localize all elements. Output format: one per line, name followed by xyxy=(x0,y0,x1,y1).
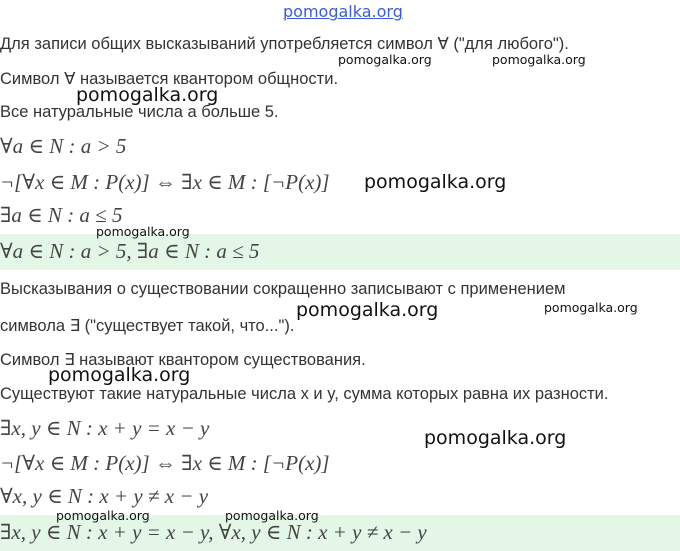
watermark: pomogalka.org xyxy=(492,52,586,67)
text-line-2: Символ ∀ называется квантором общности. xyxy=(0,70,339,88)
watermark: pomogalka.org xyxy=(424,427,567,449)
formula-4: ∀a ∈ N : a > 5, ∃a ∈ N : a ≤ 5 xyxy=(0,239,260,263)
formula-2: ¬[∀x ∈ M : P(x)] ⇔ ∃x ∈ M : [¬P(x)] xyxy=(0,170,330,194)
watermark: pomogalka.org xyxy=(96,224,190,239)
formula-5: ∃x, y ∈ N : x + y = x − y xyxy=(0,416,210,440)
formula-8: ∃x, y ∈ N : x + y = x − y, ∀x, y ∈ N : x + y ≠ x − y xyxy=(0,520,427,544)
watermark: pomogalka.org xyxy=(544,300,638,315)
watermark: pomogalka.org xyxy=(225,508,319,523)
watermark: pomogalka.org xyxy=(56,508,150,523)
text-line-4: Высказывания о существовании сокращенно записывают с применением xyxy=(0,280,566,298)
watermark: pomogalka.org xyxy=(296,299,439,321)
text-line-7: Существуют такие натуральные числа x и y, сумма которых равна их разности. xyxy=(0,385,609,403)
text-line-6: Символ ∃ называют квантором существования. xyxy=(0,351,366,369)
text-line-3: Все натуральные числа a больше 5. xyxy=(0,103,279,121)
formula-3: ∃a ∈ N : a ≤ 5 xyxy=(0,203,123,227)
text-line-5: символа ∃ ("существует такой, что..."). xyxy=(0,317,295,335)
formula-6: ¬[∀x ∈ M : P(x)] ⇔ ∃x ∈ M : [¬P(x)] xyxy=(0,451,330,475)
formula-7: ∀x, y ∈ N : x + y ≠ x − y xyxy=(0,484,209,508)
formula-1: ∀a ∈ N : a > 5 xyxy=(0,134,127,158)
watermark: pomogalka.org xyxy=(338,52,432,67)
text-line-1: Для записи общих высказываний употребляется символ ∀ ("для любого"). xyxy=(0,35,569,53)
watermark: pomogalka.org xyxy=(76,84,219,106)
watermark: pomogalka.org xyxy=(364,171,507,193)
watermark: pomogalka.org xyxy=(48,364,191,386)
site-title-link[interactable]: pomogalka.org xyxy=(283,2,403,21)
